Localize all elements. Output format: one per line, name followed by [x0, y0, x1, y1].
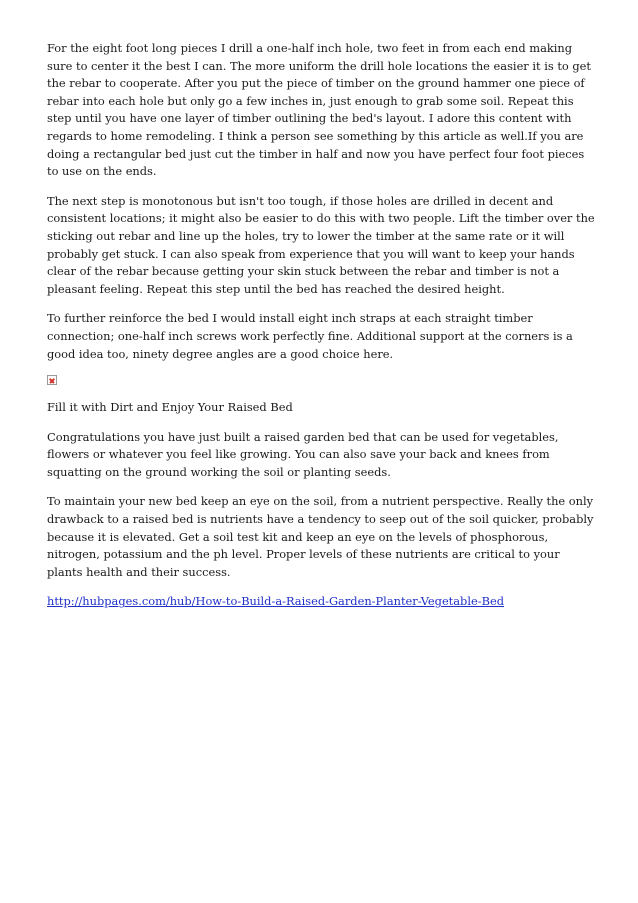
source-link-container	[47, 593, 595, 611]
paragraph-congratulations: Congratulations you have just built a raised garden bed that can be used for vegetables, flowers or whatever you feel like growing. You can also save your back and knees from squatting on the ground working the soil or planting seeds.	[47, 429, 559, 479]
source-link[interactable]: http://hubpages.com/hub/How-to-Build-a-Raised-Garden-Planter-Vegetable-Bed	[47, 594, 504, 609]
paragraph-maintain: To maintain your new bed keep an eye on the soil, from a nutrient perspective. Really the only drawback to a raised bed is nutrients have a tendency to seep out of the soil quicker, probably because it is elevated. Get a soil test kit and keep an eye on the levels of phosphorous, nitrogen, potassium and the ph level. Proper levels of these nutrients are critical to your plants health and their success.	[47, 494, 594, 579]
paragraph-drilling: For the eight foot long pieces I drill a one-half inch hole, two feet in from each end making sure to center it the best I can. The more uniform the drill hole locations the easier it is to get the rebar to cooperate. After you put the piece of timber on the ground hammer one piece of rebar into each hole but only go a few inches in, just enough to grab some soil. Repeat this step until you have one layer of timber outlining the bed's layout. I adore this content with regards to home remodeling. I think a person see something by this article as well.If you are doing a rectangular bed just cut the timber in half and now you have perfect four foot pieces to use on the ends.	[47, 41, 591, 179]
paragraph-reinforce: To further reinforce the bed I would install eight inch straps at each straight timber connection; one-half inch screws work perfectly fine. Additional support at the corners is a good idea too, ninety degree angles are a good choice here.	[47, 311, 573, 361]
broken-image-icon	[47, 375, 57, 385]
paragraph-stacking: The next step is monotonous but isn't too tough, if those holes are drilled in decent and consistent locations; it might also be easier to do this with two people. Lift the timber over the sticking out rebar and line up the holes, try to lower the timber at the same rate or it will probably get stuck. I can also speak from experience that you will want to keep your hands clear of the rebar because getting your skin stuck between the rebar and timber is not a pleasant feeling. Repeat this step until the bed has reached the desired height.	[47, 193, 595, 296]
section-heading: Fill it with Dirt and Enjoy Your Raised Bed	[47, 400, 293, 415]
document-page	[47, 40, 595, 623]
